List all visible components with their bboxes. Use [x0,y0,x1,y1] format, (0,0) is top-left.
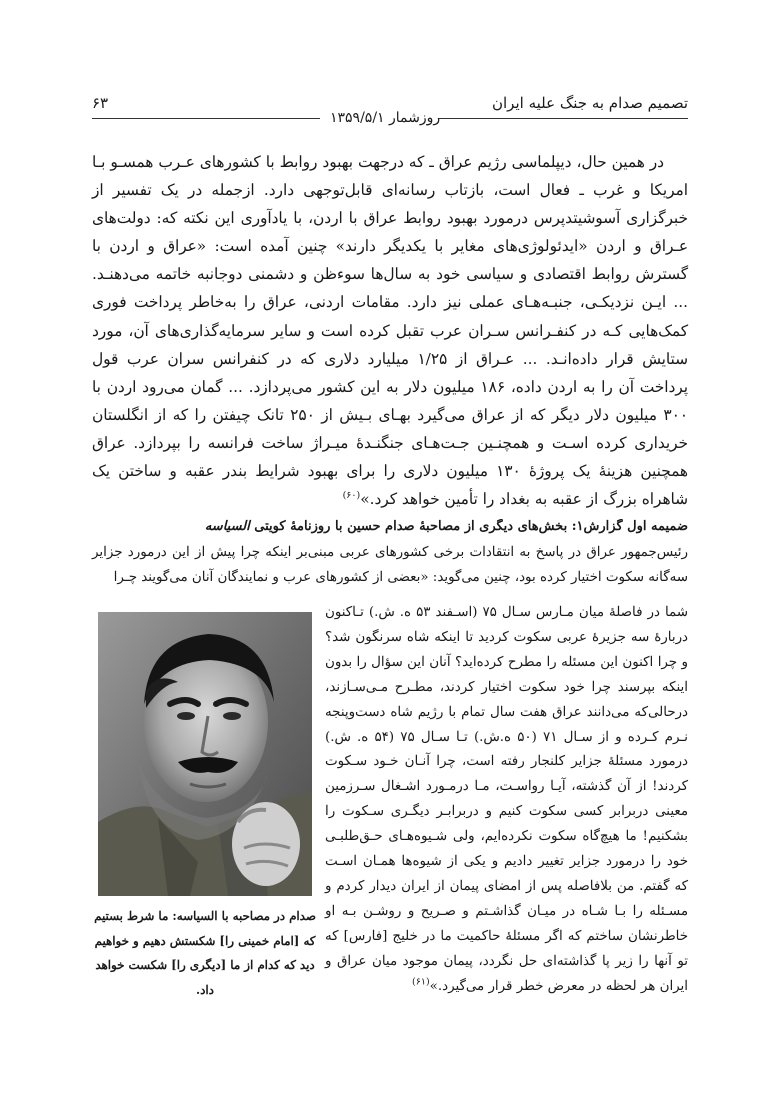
appendix-column-text [325,601,688,1000]
page-number: ۶۳ [92,94,109,112]
main-paragraph-text: در همین حال، دیپلماسی رژیم عراق ـ که درجهت بهبود روابط با کشورهای عـرب همسـو بـا امریکا و غرب ـ فعال است، بازتاب رسانه‌ای قابل‌توجهی دارد. ازجمله در یک تفسیر از خبرگزاری آسوشیتدپرس درمورد بهبود روابط عراق با اردن، با یادآوری این نکته که: دولت‌های عـراق و اردن «ایدئولوژی‌های مغایر با یکدیگر دارند» چنین آمده است: «عراق و اردن با گسترش روابط اقتصادی و سیاسی خود به سال‌ها سوءظن و دشمنی دوجانبه خاتمه می‌دهنـد. ... ایـن نزدیکـی، جنبـه‌هـای عملی نیز دارد. مقامات اردنی، عراق را به‌خاطر پرداخت فوری کمک‌هایی کـه در کنفـرانس سـران عرب تقبل کرده است و سایر سرمایه‌گذاری‌های آن، مورد ستایش قرار داده‌انـد. ... عـراق از ۱/۲۵ میلیارد دلاری که در کنفرانس سران عرب قول پرداخت آن را به اردن داده، ۱۸۶ میلیون دلار به این کشور می‌پردازد. ... گمان می‌رود اردن با ۳۰۰ میلیون دلار دیگر که از عراق می‌گیرد بهـای بـیش از ۲۵۰ تانک چیفتن را که از انگلستان خریداری کرده اسـت و همچنـین جـت‌هـای جنگنـدۀ میـراژ ساخت فرانسه را بپردازد. عراق همچنین هزینۀ یک پروژۀ ۱۳۰ میلیون دلاری را برای بهبود شرایط بندر عقبه و ساختن یک شاهراه بزرگ از عقبه به بغداد را تأمین خواهد کرد.» [92,153,689,509]
header-rule-left [92,118,320,119]
journal-date: روزشمار ۱۳۵۹/۵/۱ [330,110,441,126]
portrait-photo [98,612,312,896]
header-rule-right [438,118,688,119]
appendix-intro: رئیس‌جمهور عراق در پاسخ به انتقادات برخی کشورهای عربی مبنی‌بر اینکه چرا پیش از این درمورد جزایر سه‌گانه سکوت اختیار کرده بود، چنین می‌گوید: «بعضی از کشورهای عرب و نمایندگان آنان می‌گویند چـرا [92,545,688,585]
footnote-marker: (۶۰) [342,490,361,502]
photo-caption: صدام در مصاحبه با السیاسه: ما شرط بستیم که [امام خمینی را] شکستش دهیم و خواهیم دید که کدام از ما [دیگری را] شکست خواهد داد. [94,909,316,997]
running-title: تصمیم صدام به جنگ علیه ایران [492,94,688,112]
appendix-heading [92,519,688,534]
appendix-column-body: شما در فاصلۀ میان مـارس سـال ۷۵ (اسـفند ۵۳ ه. ش.) تـاکنون دربارۀ سه جزیرۀ عربی سکوت کردید تا اینکه شاه سرنگون شد؟ و چرا اکنون این مسئله را مطرح کرده‌اید؟ آنان این سؤال را بدون اینکه بپرسند چرا خود سکوت اختیار کردند، مطـرح مـی‌سـازند، درحالی‌که می‌دانند عراق هفت سال تمام با رژیم شاه دست‌وپنجه نـرم کـرده و از سـال ۷۱ (۵۰ ه.ش.) تـا سـال ۷۵ (۵۴ ه. ش.) درمورد مسئلۀ جزایر کلنجار رفته است، چرا آنـان خـود سـکوت کردند! از آن گذشته، آیـا رواسـت، مـا درمـورد اشـغال سـرزمین معینی دربرابر کسی سکوت کنیم و دربرابـر دیگـری سـکوت را بشکنیم! ما هیچ‌گاه سکوت نکرده‌ایم، ولی شـیوه‌هـای حـق‌طلبـی خود را درمورد جزایر تغییر دادیم و یکی از شیوه‌ها همـان اسـت که گفتم. من بلافاصله پس از امضای پیمان از ایران دیدار کردم و مسـئله را بـا شـاه در میـان گذاشـتم و صـریح و روشـن بـه او خاطرنشان ساختم که اگر مسئلۀ حاکمیت ما در خلیج [فارس] که تو آنها را زیر پا گذاشته‌ای حل نگردد، پیمان موجود میان عراق و ایران هر لحظه در معرض خطر قرار می‌گیرد.» [325,605,688,994]
appendix-heading-text: ضمیمه اول گزارش۱: بخش‌های دیگری از مصاحبۀ صدام حسین با روزنامۀ کویتی [254,519,688,534]
main-paragraph [92,148,688,513]
appendix-heading-source: السیاسه [204,519,250,534]
footnote-marker-2: (۶۱) [412,976,430,988]
portrait-illustration [98,612,312,896]
